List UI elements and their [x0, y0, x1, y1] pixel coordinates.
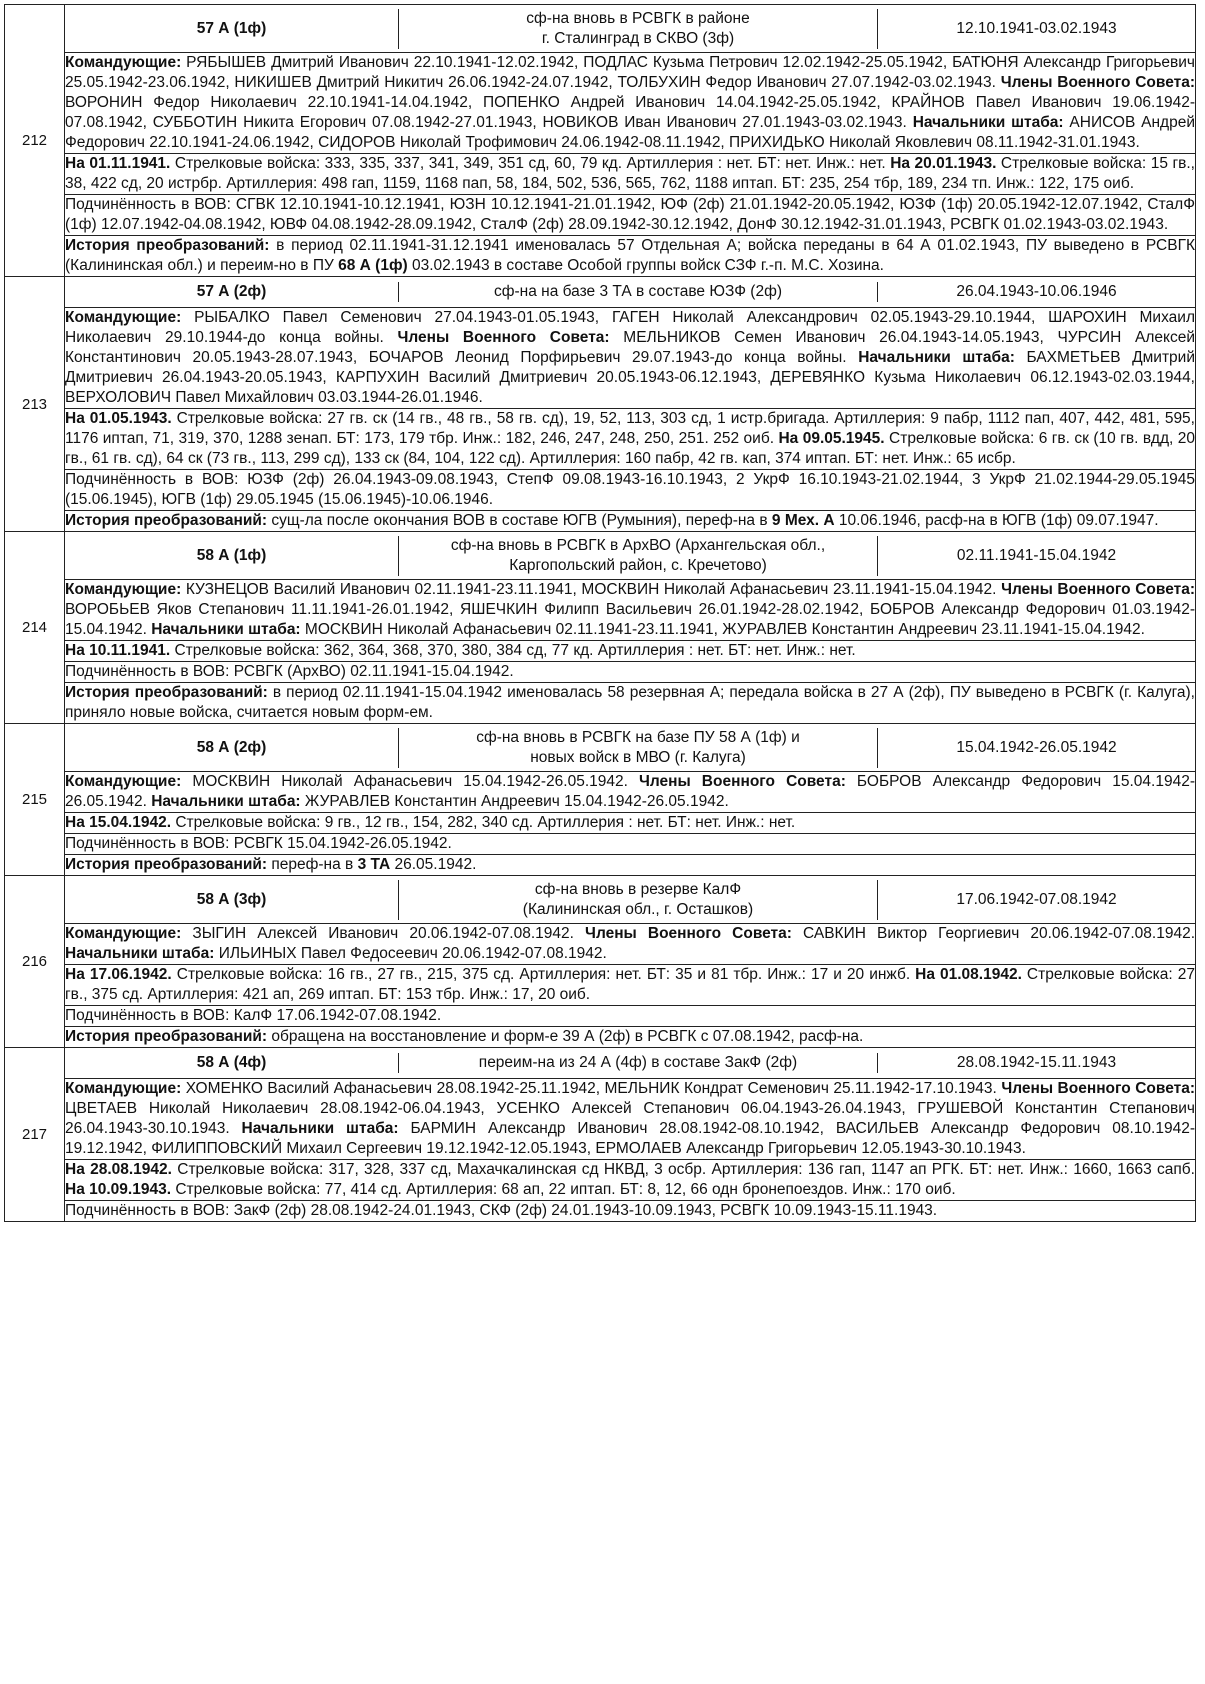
army-name: 58 А (4ф)	[196, 1054, 267, 1071]
composition-block: На 15.04.1942. Стрелковые войска: 9 гв., 12 гв., 154, 282, 340 сд. Артиллерия : нет. БТ: нет. Инж.: нет.	[65, 813, 1196, 834]
formation-info: сф-на вновь в РСВГК на базе ПУ 58 А (1ф) и новых войск в МВО (г. Калуга)	[399, 728, 878, 768]
subordination-block: Подчинённость в ВОВ: СГВК 12.10.1941-10.12.1941, ЮЗН 10.12.1941-21.01.1942, ЮФ (2ф) 21.01.1942-20.05.1942, ЮЗФ (1ф) 20.05.1942-12.07.1942, СталФ (1ф) 12.07.1942-04.08.1942, ЮВФ 04.08.1942-28.09.1942, СталФ (2ф) 28.09.1942-30.12.1942, ДонФ 30.12.1942-31.01.1943, РСВГК 01.02.1943-03.02.1943.	[65, 195, 1196, 236]
composition-block: На 28.08.1942. Стрелковые войска: 317, 328, 337 сд, Махачкалинская сд НКВД, 3 осбр. Артиллерия: 136 гап, 1147 ап РГК. БТ: нет. Инж.: 1660, 1663 сапб. На 10.09.1943. Стрелковые войска: 77, 414 сд. Артиллерия: 68 ап, 22 иптап. БТ: 8, 12, 66 одн бронепоездов. Инж.: 170 оиб.	[65, 1160, 1196, 1201]
army-dates: 12.10.1941-03.02.1943	[878, 9, 1196, 49]
formation-info: сф-на вновь в РСВГК в АрхВО (Архангельская обл., Каргопольский район, с. Кречетово)	[399, 536, 878, 576]
formation-info: сф-на вновь в резерве КалФ (Калининская обл., г. Осташков)	[399, 880, 878, 920]
subordination-block: Подчинённость в ВОВ: ЗакФ (2ф) 28.08.1942-24.01.1943, СКФ (2ф) 24.01.1943-10.09.1943, РСВГК 10.09.1943-15.11.1943.	[65, 1201, 1196, 1222]
army-header	[65, 282, 1195, 302]
commanders-block: Командующие: ЗЫГИН Алексей Иванович 20.06.1942-07.08.1942. Члены Военного Совета: САВКИН Виктор Георгиевич 20.06.1942-07.08.1942. Начальники штаба: ИЛЬИНЫХ Павел Федосеевич 20.06.1942-07.08.1942.	[65, 924, 1196, 965]
row-number: 214	[5, 532, 65, 724]
commanders-block: Командующие: ХОМЕНКО Василий Афанасьевич 28.08.1942-25.11.1942, МЕЛЬНИК Кондрат Семенович 25.11.1942-17.10.1943. Члены Военного Совета: ЦВЕТАЕВ Николай Николаевич 28.08.1942-06.04.1943, УСЕНКО Алексей Степанович 06.04.1943-26.04.1943, ГРУШЕВОЙ Константин Степанович 26.04.1943-30.10.1943. Начальники штаба: БАРМИН Александр Иванович 28.08.1942-08.10.1942, ВАСИЛЬЕВ Александр Федорович 08.10.1942-19.12.1942, ФИЛИППОВСКИЙ Михаил Сергеевич 19.12.1942-12.05.1943, ЕРМОЛАЕВ Александр Григорьевич 12.05.1943-30.10.1943.	[65, 1079, 1196, 1160]
row-number: 213	[5, 277, 65, 532]
army-header	[65, 9, 1195, 49]
army-name: 58 А (2ф)	[196, 738, 267, 756]
army-dates: 28.08.1942-15.11.1943	[878, 1053, 1196, 1073]
army-name: 57 А (2ф)	[196, 283, 267, 300]
army-header	[65, 536, 1195, 576]
army-header	[65, 728, 1195, 768]
composition-block: На 10.11.1941. Стрелковые войска: 362, 364, 368, 370, 380, 384 сд, 77 кд. Артиллерия : нет. БТ: нет. Инж.: нет.	[65, 641, 1196, 662]
army-name: 58 А (3ф)	[196, 890, 267, 908]
row-number: 217	[5, 1048, 65, 1222]
row-number: 216	[5, 876, 65, 1048]
formation-info: сф-на вновь в РСВГК в районе г. Сталинград в СКВО (3ф)	[399, 9, 878, 49]
composition-block: На 01.11.1941. Стрелковые войска: 333, 335, 337, 341, 349, 351 сд, 60, 79 кд. Артиллерия : нет. БТ: нет. Инж.: нет. На 20.01.1943. Стрелковые войска: 15 гв., 38, 422 сд, 20 истрбр. Артиллерия: 498 гап, 1159, 1168 пап, 58, 184, 502, 536, 565, 762, 1188 иптап. БТ: 235, 254 тбр, 189, 234 тп. Инж.: 122, 175 оиб.	[65, 154, 1196, 195]
army-dates: 26.04.1943-10.06.1946	[878, 282, 1196, 302]
commanders-block: Командующие: КУЗНЕЦОВ Василий Иванович 02.11.1941-23.11.1941, МОСКВИН Николай Афанасьевич 23.11.1941-15.04.1942. Члены Военного Совета: ВОРОБЬЕВ Яков Степанович 11.11.1941-26.01.1942, ЯШЕЧКИН Филипп Васильевич 26.01.1942-28.02.1942, БОБРОВ Александр Федорович 01.03.1942-15.04.1942. Начальники штаба: МОСКВИН Николай Афанасьевич 02.11.1941-23.11.1941, ЖУРАВЛЕВ Константин Андреевич 23.11.1941-15.04.1942.	[65, 580, 1196, 641]
army-header	[65, 880, 1195, 920]
commanders-block: Командующие: РЯБЫШЕВ Дмитрий Иванович 22.10.1941-12.02.1942, ПОДЛАС Кузьма Петрович 12.02.1942-25.05.1942, БАТЮНЯ Александр Григорьевич 25.05.1942-23.06.1942, НИКИШЕВ Дмитрий Никитич 26.06.1942-24.07.1942, ТОЛБУХИН Федор Иванович 27.07.1942-03.02.1943. Члены Военного Совета: ВОРОНИН Федор Николаевич 22.10.1941-14.04.1942, ПОПЕНКО Андрей Иванович 14.04.1942-25.05.1942, КРАЙНОВ Павел Иванович 19.06.1942-07.08.1942, СУББОТИН Никита Егорович 07.08.1942-27.01.1943, НОВИКОВ Иван Иванович 27.01.1943-03.02.1943. Начальники штаба: АНИСОВ Андрей Федорович 22.10.1941-24.06.1942, СИДОРОВ Николай Трофимович 24.06.1942-08.11.1942, ПРИХИДЬКО Николай Яковлевич 08.11.1942-31.01.1943.	[65, 53, 1196, 154]
commanders-block: Командующие: РЫБАЛКО Павел Семенович 27.04.1943-01.05.1943, ГАГЕН Николай Александрович 02.05.1943-29.10.1944, ШАРОХИН Михаил Николаевич 29.10.1944-до конца войны. Члены Военного Совета: МЕЛЬНИКОВ Семен Иванович 26.04.1943-14.05.1943, ЧУРСИН Алексей Константинович 20.05.1943-28.07.1943, БОЧАРОВ Леонид Порфирьевич 29.07.1943-до конца войны. Начальники штаба: БАХМЕТЬЕВ Дмитрий Дмитриевич 26.04.1943-20.05.1943, КАРПУХИН Василий Дмитриевич 20.05.1943-06.12.1943, ДЕРЕВЯНКО Кузьма Николаевич 06.12.1943-02.03.1944, ВЕРХОЛОВИЧ Павел Михайлович 03.03.1944-26.01.1946.	[65, 308, 1196, 409]
history-block: История преобразований: переф-на в 3 ТА 26.05.1942.	[65, 855, 1196, 876]
history-block: История преобразований: обращена на восстановление и форм-е 39 А (2ф) в РСВГК с 07.08.1942, расф-на.	[65, 1027, 1196, 1048]
row-number: 215	[5, 724, 65, 876]
subordination-block: Подчинённость в ВОВ: КалФ 17.06.1942-07.08.1942.	[65, 1006, 1196, 1027]
formation-info: сф-на на базе 3 ТА в составе ЮЗФ (2ф)	[399, 282, 878, 302]
composition-block: На 17.06.1942. Стрелковые войска: 16 гв., 27 гв., 215, 375 сд. Артиллерия: нет. БТ: 35 и 81 тбр. Инж.: 17 и 20 инжб. На 01.08.1942. Стрелковые войска: 27 гв., 375 сд. Артиллерия: 421 ап, 269 иптап. БТ: 153 тбр. Инж.: 17, 20 оиб.	[65, 965, 1196, 1006]
armies-table	[4, 4, 1196, 1222]
army-dates: 15.04.1942-26.05.1942	[878, 728, 1196, 768]
subordination-block: Подчинённость в ВОВ: РСВГК (АрхВО) 02.11.1941-15.04.1942.	[65, 662, 1196, 683]
commanders-block: Командующие: МОСКВИН Николай Афанасьевич 15.04.1942-26.05.1942. Члены Военного Совета: БОБРОВ Александр Федорович 15.04.1942-26.05.1942. Начальники штаба: ЖУРАВЛЕВ Константин Андреевич 15.04.1942-26.05.1942.	[65, 772, 1196, 813]
composition-block: На 01.05.1943. Стрелковые войска: 27 гв. ск (14 гв., 48 гв., 58 гв. сд), 19, 52, 113, 303 сд, 1 истр.бригада. Артиллерия: 9 пабр, 1112 пап, 407, 442, 481, 595, 1176 иптап, 71, 319, 370, 1288 зенап. БТ: 173, 179 тбр. Инж.: 182, 246, 247, 248, 250, 251. 252 оиб. На 09.05.1945. Стрелковые войска: 6 гв. ск (10 гв. вдд, 20 гв., 61 гв. сд), 64 ск (73 гв., 113, 299 сд), 133 ск (84, 104, 122 сд). Артиллерия: 160 пабр, 42 гв. кап, 374 иптап. БТ: нет. Инж.: 65 исбр.	[65, 409, 1196, 470]
army-dates: 02.11.1941-15.04.1942	[878, 536, 1196, 576]
history-block: История преобразований: в период 02.11.1941-15.04.1942 именовалась 58 резервная А; передала войска в 27 А (2ф), ПУ выведено в РСВГК (г. Калуга), приняло новые войска, считается новым форм-ем.	[65, 683, 1196, 724]
row-number: 212	[5, 5, 65, 277]
army-dates: 17.06.1942-07.08.1942	[878, 880, 1196, 920]
history-block: История преобразований: сущ-ла после окончания ВОВ в составе ЮГВ (Румыния), переф-на в 9 Мех. А 10.06.1946, расф-на в ЮГВ (1ф) 09.07.1947.	[65, 511, 1196, 532]
army-name: 57 А (1ф)	[196, 19, 267, 37]
subordination-block: Подчинённость в ВОВ: РСВГК 15.04.1942-26.05.1942.	[65, 834, 1196, 855]
army-header	[65, 1053, 1195, 1073]
formation-info: переим-на из 24 А (4ф) в составе ЗакФ (2ф)	[399, 1053, 878, 1073]
subordination-block: Подчинённость в ВОВ: ЮЗФ (2ф) 26.04.1943-09.08.1943, СтепФ 09.08.1943-16.10.1943, 2 УкрФ 16.10.1943-21.02.1944, 3 УкрФ 21.02.1944-29.05.1945 (15.06.1945), ЮГВ (1ф) 29.05.1945 (15.06.1945)-10.06.1946.	[65, 470, 1196, 511]
history-block: История преобразований: в период 02.11.1941-31.12.1941 именовалась 57 Отдельная А; войска переданы в 64 А 01.02.1943, ПУ выведено в РСВГК (Калининская обл.) и переим-но в ПУ 68 А (1ф) 03.02.1943 в составе Особой группы войск СЗФ г.-п. М.С. Хозина.	[65, 236, 1196, 277]
army-name: 58 А (1ф)	[196, 546, 267, 564]
